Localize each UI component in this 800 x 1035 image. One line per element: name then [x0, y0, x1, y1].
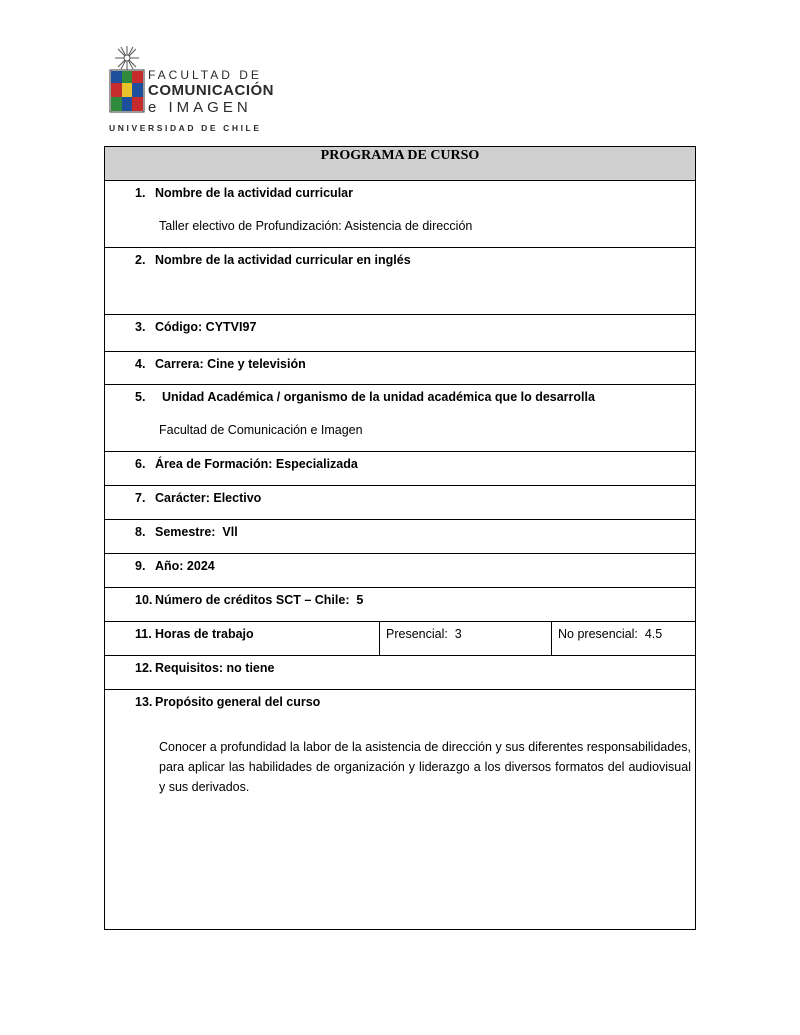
row-curricular-activity-name — [105, 181, 695, 248]
presencial-hours: Presencial: 3 — [386, 627, 462, 641]
row-value: Taller electivo de Profundización: Asistencia de dirección — [159, 219, 473, 233]
row-year — [105, 554, 695, 588]
row-requirements — [105, 656, 695, 690]
row-academic-unit — [105, 385, 695, 452]
form-header — [105, 147, 695, 181]
row-activity-name-english — [105, 248, 695, 315]
row-label: 2. Nombre de la actividad curricular en inglés — [135, 253, 411, 267]
row-label: 3. Código: CYTVI97 — [135, 320, 257, 334]
form-title: PROGRAMA DE CURSO — [320, 148, 480, 163]
logo-line-communication: COMUNICACIÓN — [148, 82, 274, 99]
cell-presencial — [379, 622, 462, 655]
row-work-hours — [105, 622, 695, 656]
logo-line-image: e IMAGEN — [148, 99, 252, 116]
row-character — [105, 486, 695, 520]
university-crest-icon — [108, 44, 146, 116]
purpose-paragraph: Conocer a profundidad la labor de la asistencia de dirección y sus diferentes responsabilidades, para aplicar las habilidades de organización y liderazgo a los diversos formatos del audiovisual y sus derivados. — [159, 740, 691, 794]
row-training-area — [105, 452, 695, 486]
row-label: 9. Año: 2024 — [135, 559, 215, 573]
row-label: 13. Propósito general del curso — [135, 695, 321, 709]
row-value: Facultad de Comunicación e Imagen — [159, 423, 363, 437]
row-semester — [105, 520, 695, 554]
row-credits — [105, 588, 695, 622]
row-label: 10. Número de créditos SCT – Chile: 5 — [135, 593, 364, 607]
row-label: 4. Carrera: Cine y televisión — [135, 357, 306, 371]
row-general-purpose — [105, 690, 695, 929]
row-career — [105, 352, 695, 385]
row-label: 8. Semestre: Vll — [135, 525, 238, 539]
faculty-logo — [108, 44, 288, 136]
row-label: 5. Unidad Académica / organismo de la unidad académica que lo desarrolla — [135, 390, 595, 404]
course-program-form — [104, 146, 696, 930]
row-label: 11. Horas de trabajo — [135, 627, 254, 641]
logo-line-faculty: FACULTAD DE — [148, 68, 262, 82]
row-label: 12. Requisitos: no tiene — [135, 661, 275, 675]
row-label: 1. Nombre de la actividad curricular — [135, 186, 353, 200]
row-label: 6. Área de Formación: Especializada — [135, 457, 358, 471]
logo-line-university: UNIVERSIDAD DE CHILE — [109, 123, 262, 133]
no-presencial-hours: No presencial: 4.5 — [558, 627, 663, 641]
row-code — [105, 315, 695, 352]
cell-no-presencial — [551, 622, 663, 655]
row-label: 7. Carácter: Electivo — [135, 491, 262, 505]
